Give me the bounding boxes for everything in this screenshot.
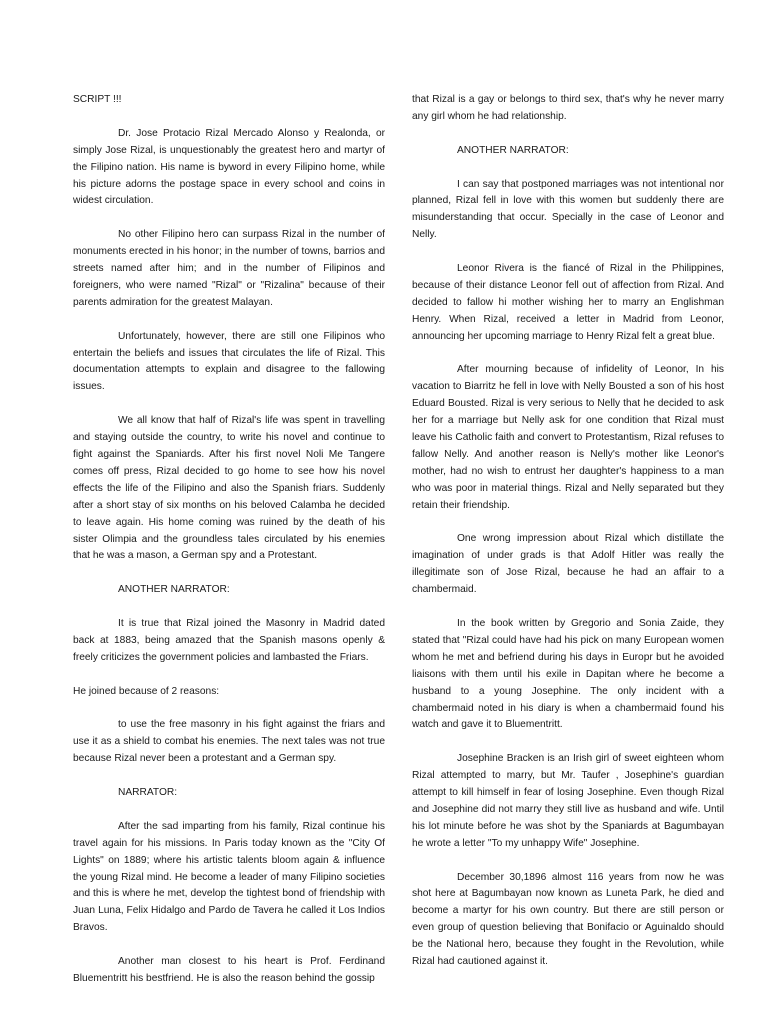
paragraph: December 30,1896 almost 116 years from now he was shot here at Bagumbayan now known as Luneta Park, he died and become a martyr for his own country. But there are still person or even group of question believing that Bonifacio or Aguinaldo should be the National hero, because they fought in the Revolution, while Rizal had cautioned against it. (412, 871, 724, 968)
paragraph: After the sad imparting from his family, Rizal continue his travel again for his missions. In Paris today known as the "City Of Lights" on 1889; where his artistic talents bloom again & influence the young Rizal mind. He become a leader of many Filipino societies and this is where he met, develop the tightest bond of friendship with Juan Luna, Felix Hidalgo and Pardo de Tavera he called it Los Indios Bravos. (73, 820, 385, 934)
paragraph: He joined because of 2 reasons: (73, 685, 220, 697)
paragraph: that Rizal is a gay or belongs to third sex, that's why he never marry any girl whom he had relationship. (412, 94, 724, 122)
paragraph: Another man closest to his heart is Prof. Ferdinand Bluementritt his bestfriend. He is also the reason behind the gossip (73, 956, 385, 984)
paragraph: Dr. Jose Protacio Rizal Mercado Alonso y Realonda, or simply Jose Rizal, is unquestionably the greatest hero and martyr of the Filipino nation. His name is byword in every Filipino home, while his picture adorns the postage space in every school and coins in widest circulation. (73, 127, 385, 207)
paragraph: No other Filipino hero can surpass Rizal in the number of monuments erected in his honor; in the number of towns, barrios and streets named after him; and in the number of Filipinos and foreigners, who were named "Rizal" or "Rizalina" because of their parents admiration for the greatest Malayan. (73, 229, 385, 308)
paragraph: It is true that Rizal joined the Masonry in Madrid dated back at 1883, being amazed that the Spanish masons openly & freely criticizes the government policies and lambasted the Friars. (73, 618, 385, 663)
left-column (73, 92, 385, 1005)
right-column (412, 92, 724, 988)
paragraph: In the book written by Gregorio and Sonia Zaide, they stated that "Rizal could have had his pick on many European women whom he met and befriend during his days in Europr but he avoided liaisons with them until his exile in Dapitan where he become a husband to a young Josephine. The only incident with a chambermaid noted in his diary is when a chambermaid found his watch and gave it to Bluementritt. (412, 618, 724, 731)
narrator-heading: ANOTHER NARRATOR: (118, 584, 230, 596)
narrator-heading: NARRATOR: (118, 787, 178, 799)
paragraph: Leonor Rivera is the fiancé of Rizal in the Philippines, because of their distance Leonor fell out of affection from Rizal. And decided to fallow hi mother wishing her to marry an Englishman Henry. When Rizal, received a letter in Madrid from Leonor, announcing her upcoming marriage to Henry Rizal felt a great blue. (412, 263, 724, 342)
paragraph: Josephine Bracken is an Irish girl of sweet eighteen whom Rizal attempted to marry, but Mr. Taufer , Josephine's guardian attempt to kill himself in fear of losing Josephine. Even though Rizal and Josephine did not marry they still live as husband and wife. Until his lot minute before he was shot by the Spaniards at Bagumbayan he wrote a letter "To my unhappy Wife" Josephine. (412, 753, 724, 849)
paragraph: to use the free masonry in his fight against the friars and use it as a shield to combat his enemies. The next tales was not true because Rizal never been a protestant and a German spy. (73, 719, 385, 765)
paragraph: Unfortunately, however, there are still one Filipinos who entertain the beliefs and issues that circulates the life of Rizal. This documentation attempts to explain and disagree to the fallowing issues. (73, 330, 385, 393)
script-title: SCRIPT !!! (73, 94, 122, 105)
paragraph: After mourning because of infidelity of Leonor, In his vacation to Biarritz he fell in love with Nelly Bousted a son of his host Eduard Bousted. Rizal is very serious to Nelly that he decided to ask her for a marriage but Nelly ask for one condition that Rizal must leave his Catholic faith and convert to Protestantism, Rizal refuses to fallow Nelly. And another reason is Nelly's mother like Leonor's mother, had no wish to entrust her daughter's happiness to a man who was poor in material things. Rizal and Nelly separated but they retain their friendship. (412, 364, 724, 511)
paragraph: I can say that postponed marriages was not intentional nor planned, Rizal fell in love with this women but suddenly there are misunderstanding that occur. Specially in the case of Leonor and Nelly. (412, 178, 724, 241)
narrator-heading: ANOTHER NARRATOR: (457, 144, 569, 156)
paragraph: We all know that half of Rizal's life was spent in travelling and staying outside the country, to write his novel and continue to fight against the Spaniards. After his first novel Noli Me Tangere comes off press, Rizal decided to go home to see how his novel effects the life of the Filipino and also the Spanish friars. Suddenly after a short stay of six months on his beloved Calamba he decided to leave again. His home coming was ruined by the death of his sister Olimpia and the groundless tales circulated by his enemies that he was a mason, a German spy and a Protestant. (73, 415, 385, 562)
paragraph: One wrong impression about Rizal which distillate the imagination of under grads is that Adolf Hitler was really the illegitimate son of Jose Rizal, because he had an affair to a chambermaid. (412, 533, 724, 596)
